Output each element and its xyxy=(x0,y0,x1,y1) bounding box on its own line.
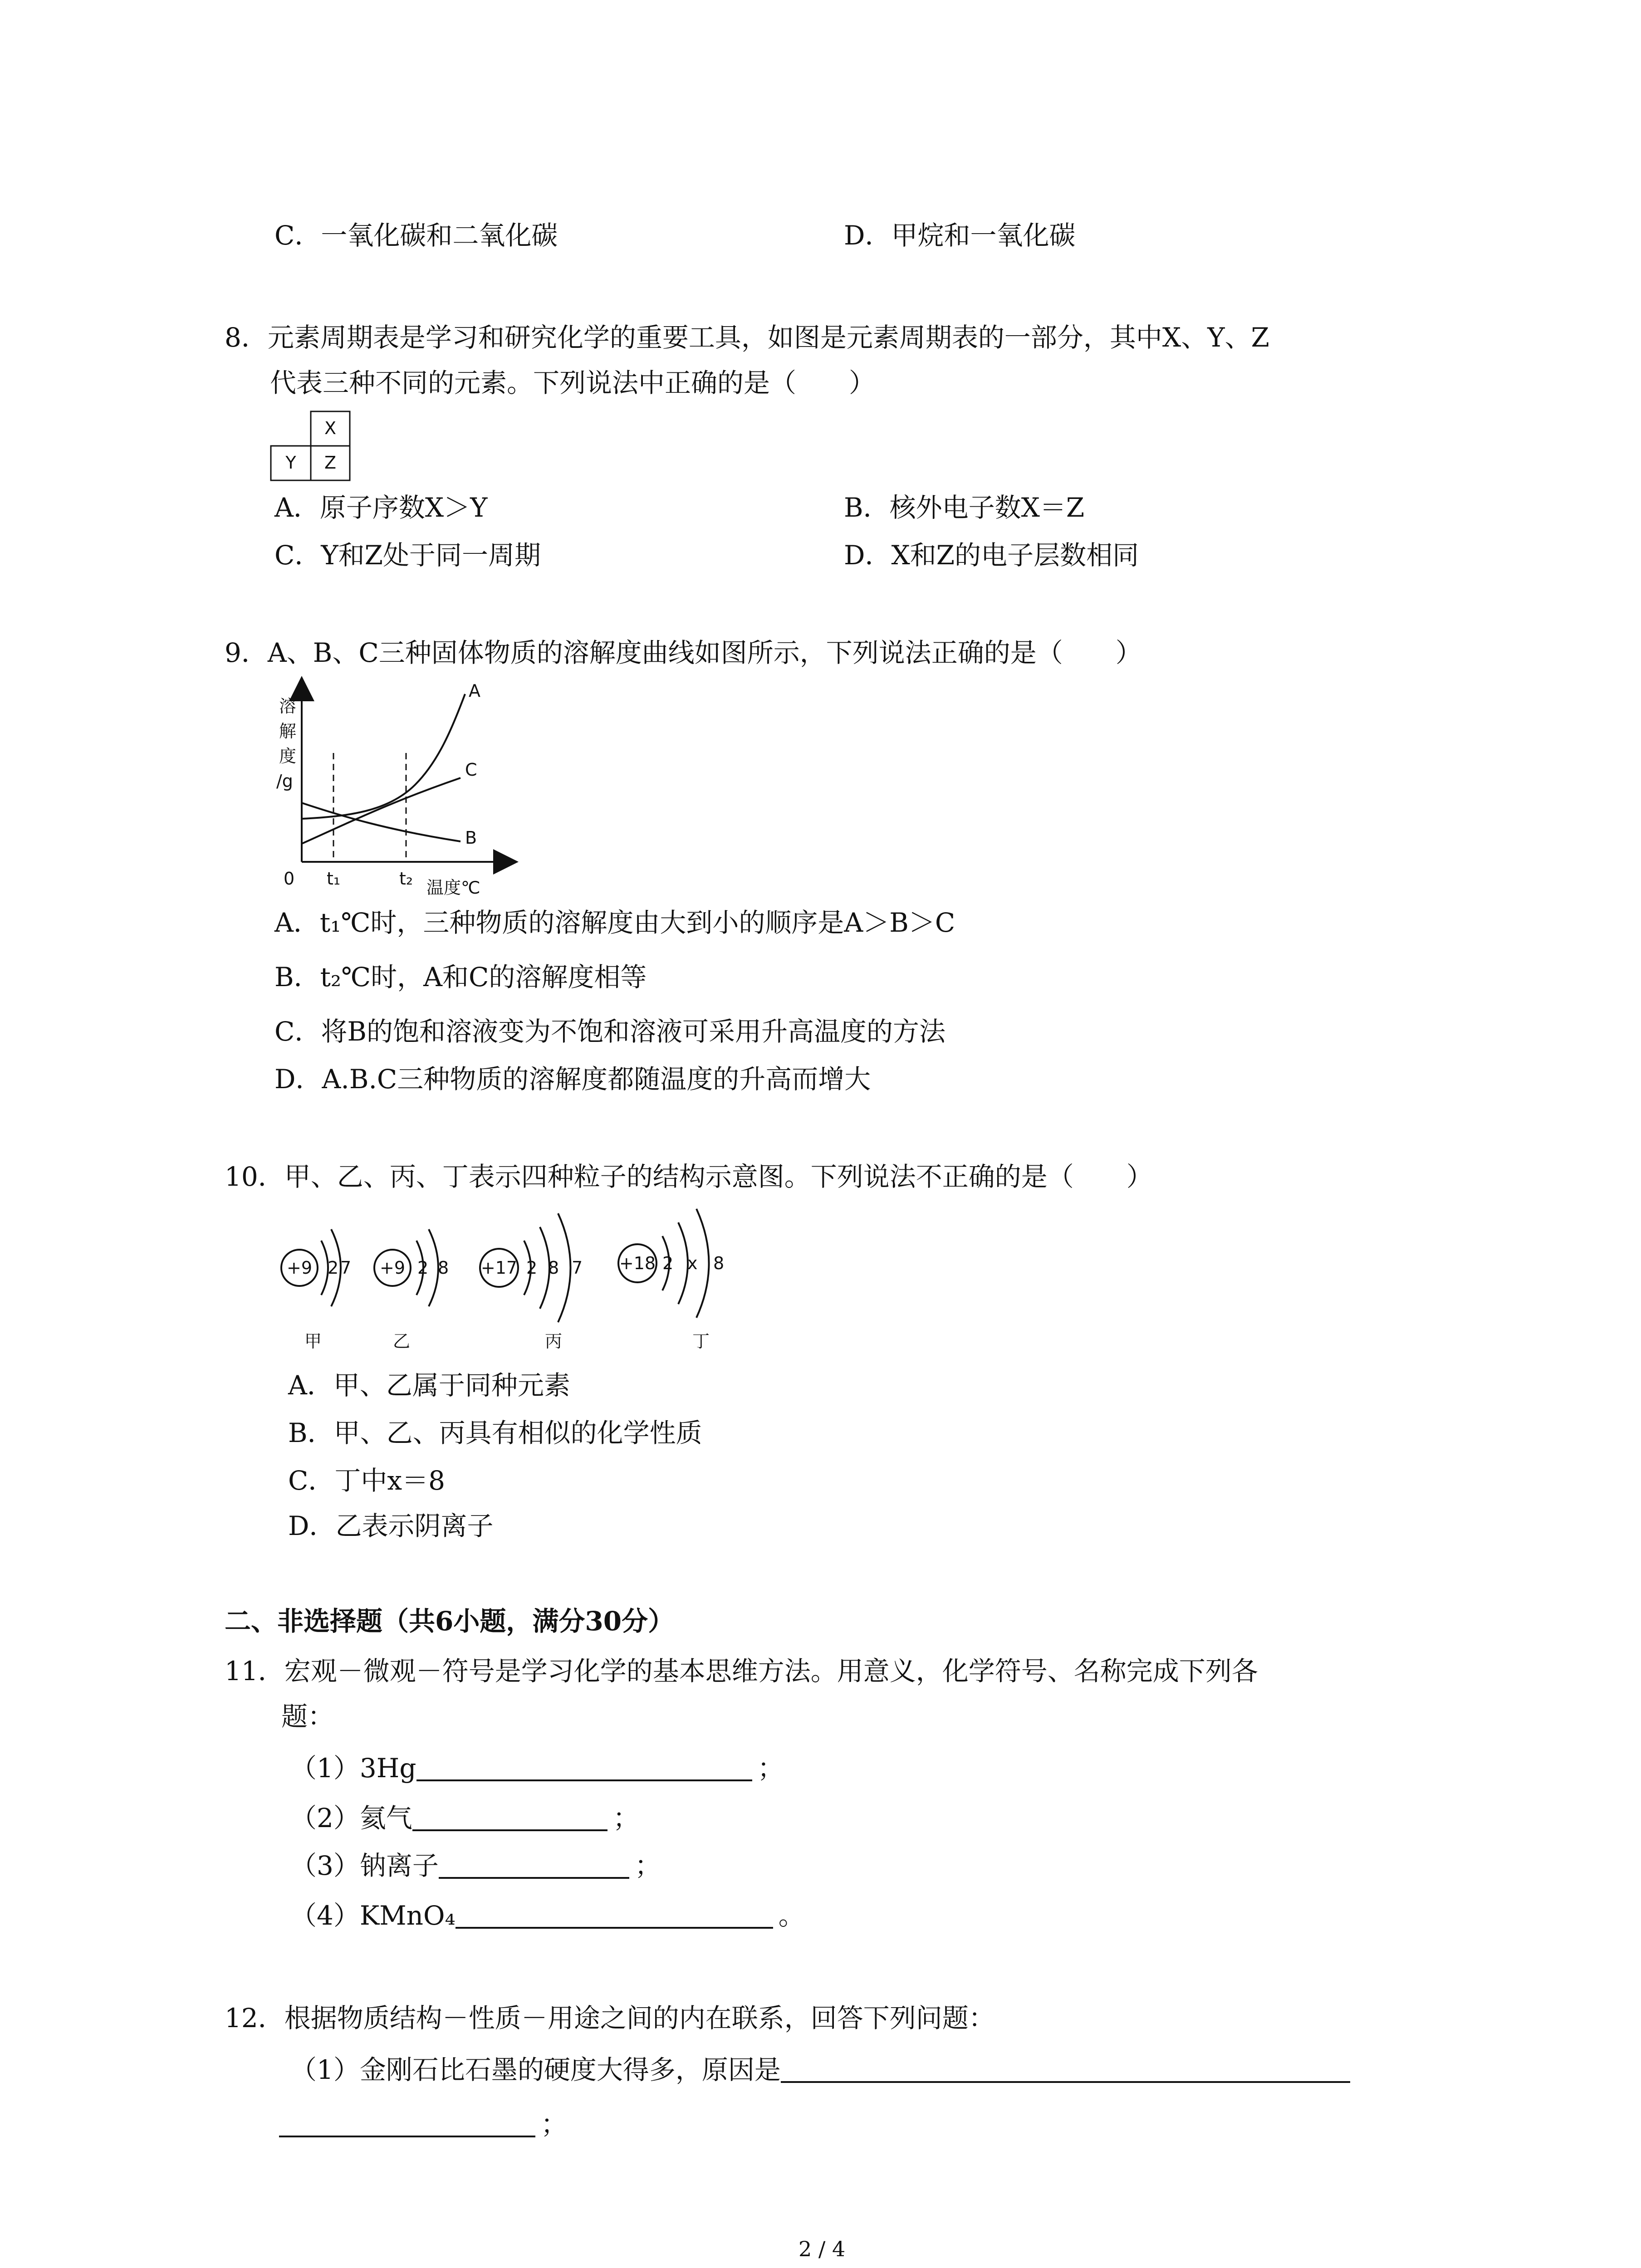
particle-bing-nucleus: +17 xyxy=(480,1258,518,1278)
q12-stem: 12．根据物质结构－性质－用途之间的内在联系，回答下列问题： xyxy=(225,2003,995,2033)
particle-yi-shell1: 2 xyxy=(417,1258,429,1278)
q9-option-d: D．A.B.C三种物质的溶解度都随温度的升高而增大 xyxy=(274,1064,871,1095)
q7-option-c: C．一氧化碳和二氧化碳 xyxy=(274,220,558,251)
q7-option-d: D．甲烷和一氧化碳 xyxy=(844,220,1076,251)
page-number: 2 / 4 xyxy=(798,2237,846,2261)
ylabel-2: 解 xyxy=(279,721,297,741)
q11-stem-line1: 11．宏观－微观－符号是学习化学的基本思维方法。用意义，化学符号、名称完成下列各 xyxy=(225,1656,1258,1686)
particle-yi-label: 乙 xyxy=(392,1331,411,1351)
q11-part1-label: （1）3Hg xyxy=(290,1753,416,1784)
periodic-table-fragment xyxy=(270,411,352,483)
xlabel: 温度℃ xyxy=(426,878,480,898)
q10-option-b: B．甲、乙、丙具有相似的化学性质 xyxy=(288,1418,702,1448)
q11-part3-label: （3）钠离子 xyxy=(290,1850,439,1881)
q11-part2-label: （2）氦气 xyxy=(290,1803,412,1833)
q8-option-c: C．Y和Z处于同一周期 xyxy=(274,540,541,571)
cell-y-label: Y xyxy=(285,453,296,473)
particle-jia-nucleus: +9 xyxy=(286,1258,313,1278)
q11-part2-answer-blank[interactable] xyxy=(412,1803,607,1831)
q12-part1 xyxy=(290,2055,1350,2083)
q8-option-d: D．X和Z的电子层数相同 xyxy=(844,540,1139,571)
particle-ding-shell1: 2 xyxy=(662,1253,674,1273)
q11-part4 xyxy=(290,1901,805,1929)
q11-part4-label: （4）KMnO₄ xyxy=(290,1900,456,1931)
ylabel-3: 度 xyxy=(279,746,297,766)
particle-yi xyxy=(374,1229,449,1351)
q11-part3 xyxy=(290,1851,661,1879)
section-2-title: 二、非选择题（共6小题，满分30分） xyxy=(225,1606,675,1637)
solubility-graph xyxy=(270,680,524,898)
cell-z-label: Z xyxy=(324,453,337,473)
particle-yi-shell2: 8 xyxy=(438,1258,449,1278)
q10-option-d: D．乙表示阴离子 xyxy=(288,1510,494,1541)
t2-label: t₂ xyxy=(399,869,413,889)
particle-jia xyxy=(281,1229,351,1351)
particle-jia-label: 甲 xyxy=(304,1331,322,1351)
q12-part1-answer-blank-b[interactable] xyxy=(279,2109,535,2137)
q11-part2 xyxy=(290,1803,639,1831)
q11-part3-answer-blank[interactable] xyxy=(439,1851,629,1879)
q11-part1-answer-blank[interactable] xyxy=(416,1753,752,1781)
curve-a-label: A xyxy=(469,681,480,701)
q8-stem-line2: 代表三种不同的元素。下列说法中正确的是（ ） xyxy=(270,367,876,398)
q11-part4-end: 。 xyxy=(778,1900,805,1931)
particle-bing-shell1: 2 xyxy=(526,1258,538,1278)
q10-option-a: A．甲、乙属于同种元素 xyxy=(288,1370,570,1401)
q12-part1-continued xyxy=(279,2109,568,2140)
particle-bing-label: 丙 xyxy=(544,1331,563,1351)
q9-option-b: B．t₂℃时，A和C的溶解度相等 xyxy=(274,962,647,992)
q10-option-c: C．丁中x＝8 xyxy=(288,1465,445,1496)
particle-ding-label: 丁 xyxy=(692,1331,710,1351)
q11-part1-end: ； xyxy=(757,1753,784,1784)
q11-part3-end: ； xyxy=(634,1850,661,1881)
q11-part4-answer-blank[interactable] xyxy=(456,1901,773,1929)
cell-x-label: X xyxy=(324,418,337,438)
particle-ding-nucleus: +18 xyxy=(619,1253,656,1273)
q11-part1 xyxy=(290,1753,784,1784)
particle-bing xyxy=(480,1213,583,1351)
curve-c-label: C xyxy=(465,760,477,780)
origin-label: 0 xyxy=(284,869,295,889)
q11-stem-line2: 题： xyxy=(281,1701,334,1732)
particle-ding xyxy=(618,1209,724,1351)
particle-jia-shell2: 7 xyxy=(340,1258,352,1278)
particle-bing-shell3: 7 xyxy=(572,1258,583,1278)
q9-option-a: A．t₁℃时，三种物质的溶解度由大到小的顺序是A＞B＞C xyxy=(274,907,955,938)
particle-jia-shell1: 2 xyxy=(328,1258,339,1278)
q8-option-b: B．核外电子数X＝Z xyxy=(844,492,1085,523)
q12-part1-end: ； xyxy=(541,2109,568,2140)
q12-part1-answer-blank-a[interactable] xyxy=(781,2055,1350,2083)
t1-label: t₁ xyxy=(327,869,341,889)
curve-a xyxy=(302,694,465,819)
particle-diagrams xyxy=(272,1198,753,1361)
particle-yi-nucleus: +9 xyxy=(379,1258,406,1278)
q8-stem-line1: 8．元素周期表是学习和研究化学的重要工具，如图是元素周期表的一部分，其中X、Y、Z xyxy=(225,322,1269,353)
curve-b-label: B xyxy=(465,828,477,848)
q9-stem: 9．A、B、C三种固体物质的溶解度曲线如图所示，下列说法正确的是（ ） xyxy=(225,637,1142,668)
q12-part1-label: （1）金刚石比石墨的硬度大得多，原因是 xyxy=(290,2054,781,2085)
ylabel-1: 溶 xyxy=(279,696,297,716)
particle-ding-shell3: 8 xyxy=(713,1253,725,1273)
q10-stem: 10．甲、乙、丙、丁表示四种粒子的结构示意图。下列说法不正确的是（ ） xyxy=(225,1161,1153,1192)
particle-bing-shell2: 8 xyxy=(548,1258,559,1278)
q11-part2-end: ； xyxy=(612,1803,639,1833)
q9-option-c: C．将B的饱和溶液变为不饱和溶液可采用升高温度的方法 xyxy=(274,1016,946,1047)
particle-ding-shell2: x xyxy=(687,1253,698,1273)
q8-option-a: A．原子序数X＞Y xyxy=(274,492,488,523)
ylabel-4: /g xyxy=(276,771,293,791)
